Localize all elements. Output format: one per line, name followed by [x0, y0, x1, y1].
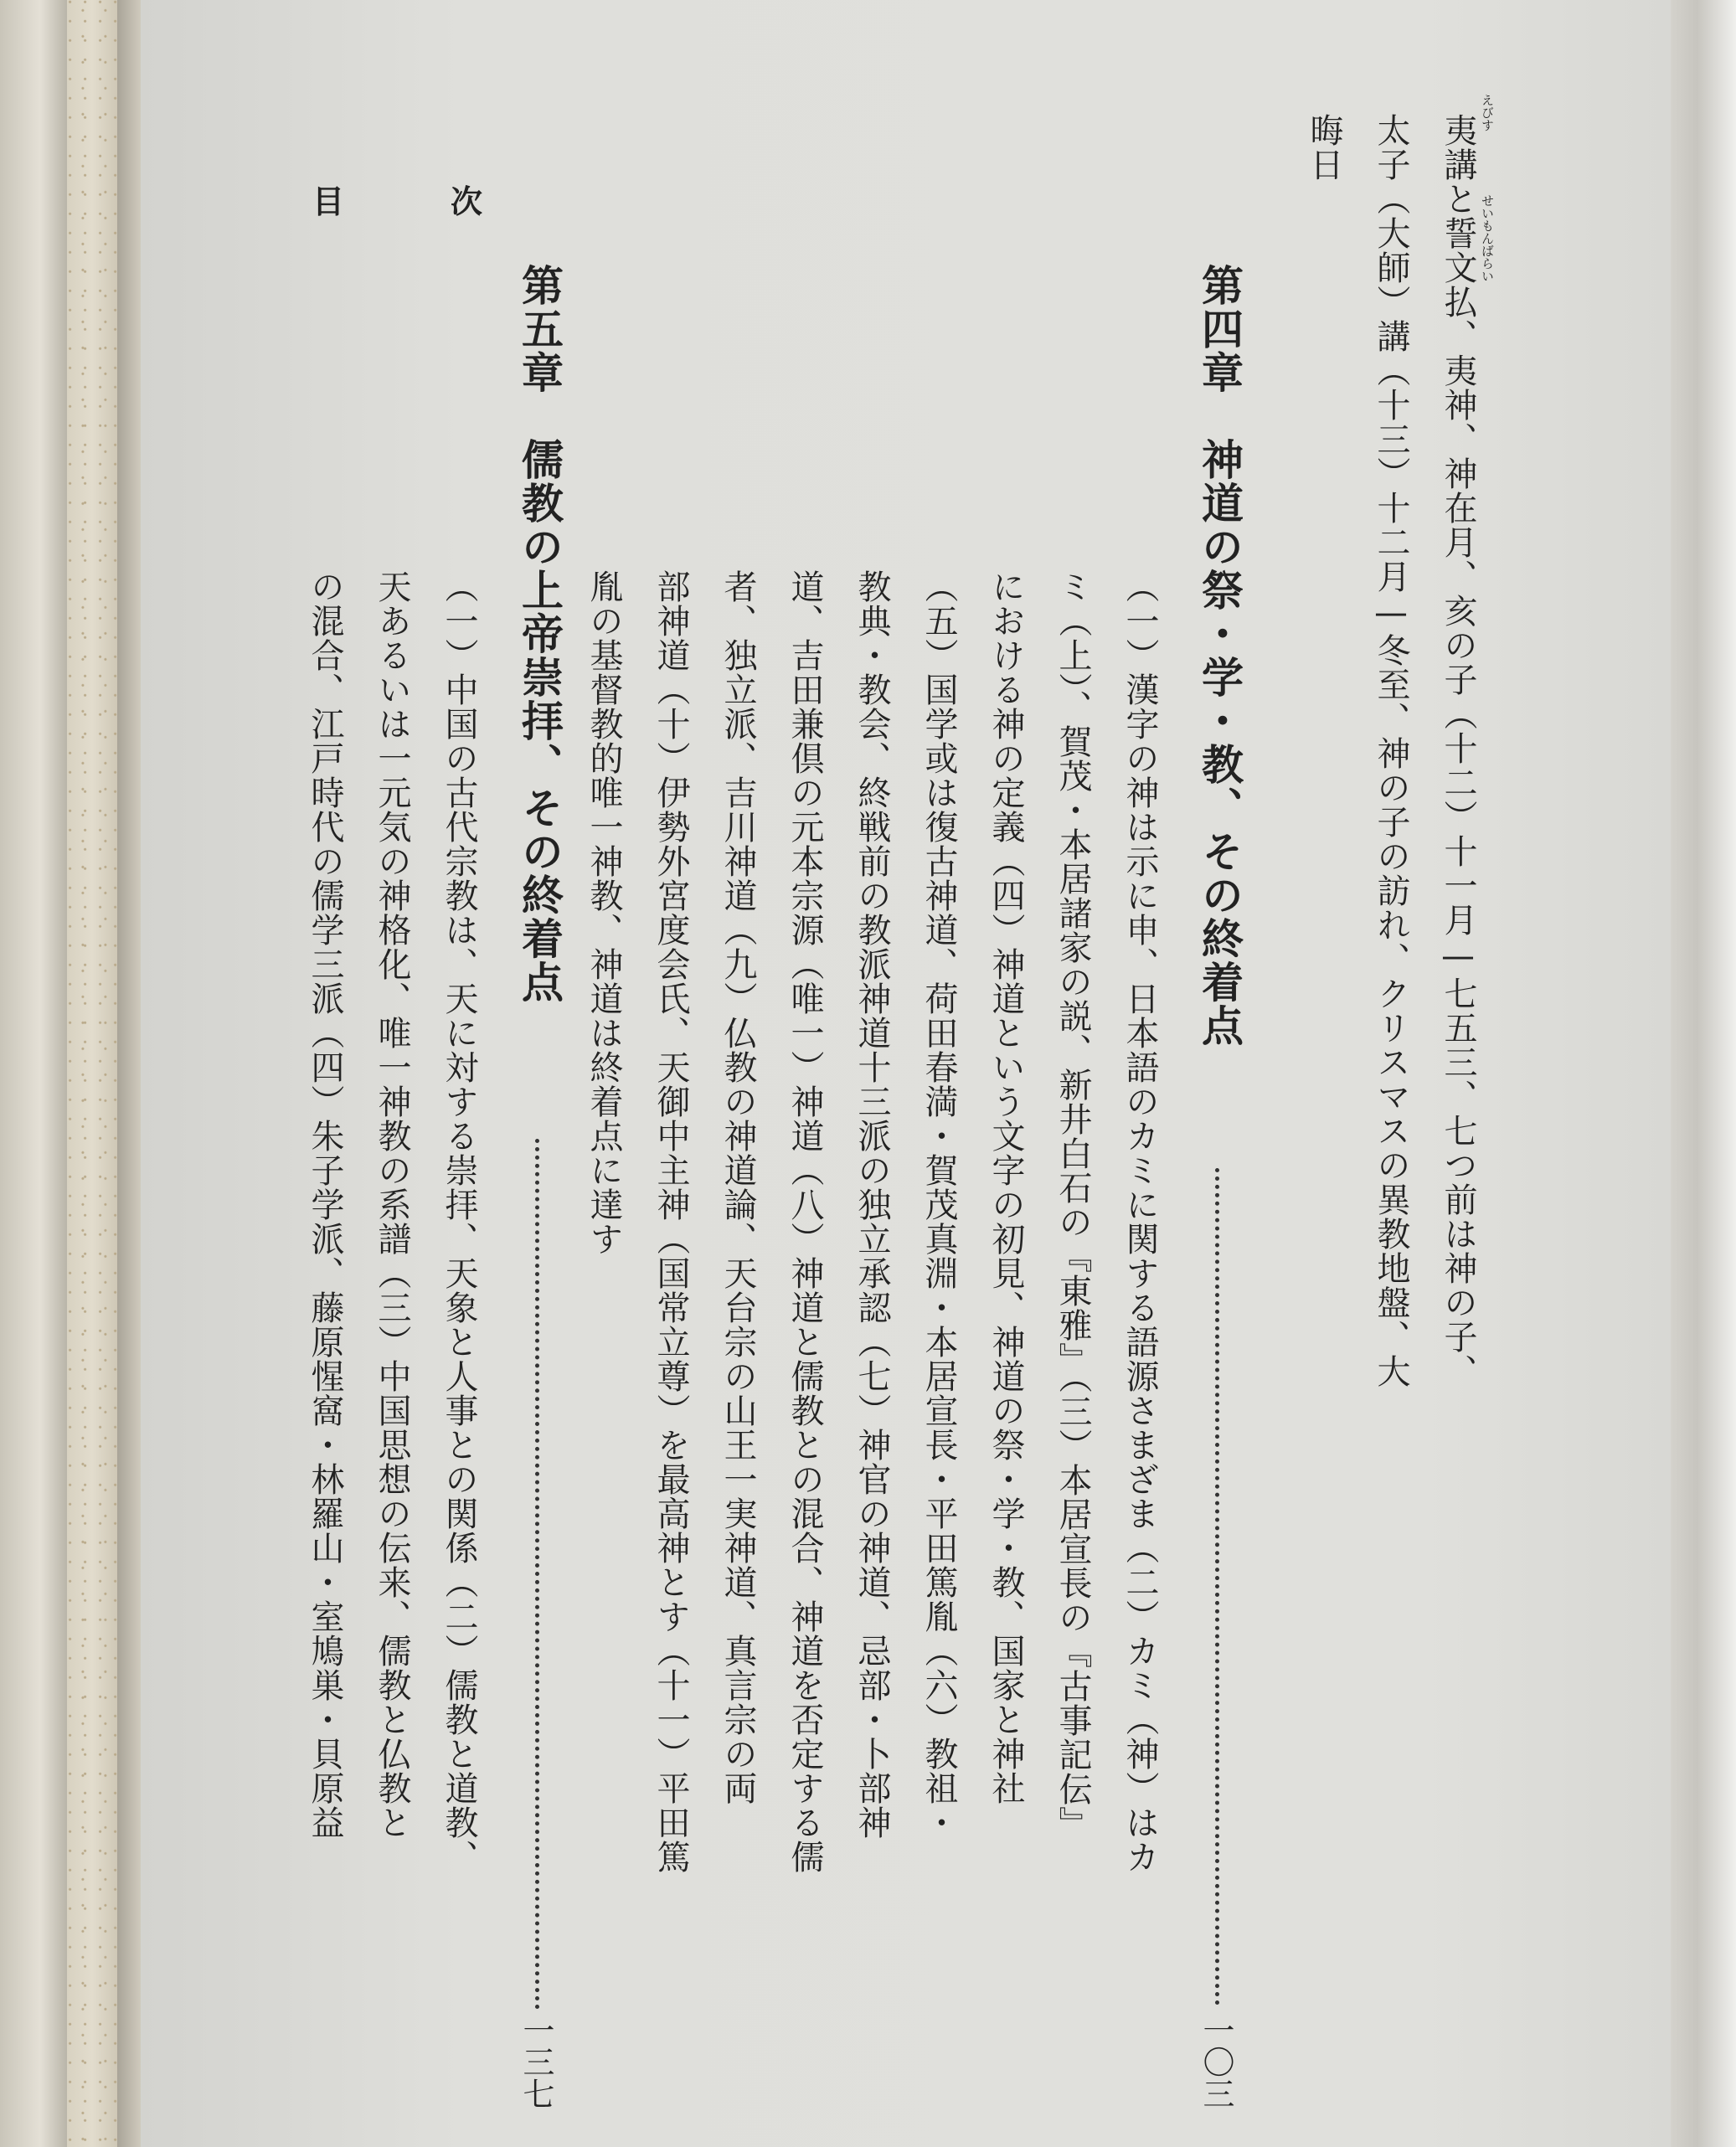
prev-line-3: 晦日: [1305, 113, 1343, 182]
background-strip: [0, 0, 67, 2147]
chapter4-leader-dots: [1215, 1168, 1219, 2005]
book-gutter: [117, 0, 141, 2147]
ch4-line-7: 者、独立派、吉川神道（九）仏教の神道論、天台宗の山王一実神道、真言宗の両: [719, 569, 757, 1805]
page-right-edge: [1671, 0, 1736, 2147]
header-moku: 目: [312, 183, 345, 220]
chapter5-title: 第五章 儒教の上帝崇拝、その終着点: [515, 264, 564, 1004]
ruby-seimonbarai: せいもんばらい: [1480, 194, 1495, 282]
ch4-line-1: （一）漢字の神は示に申、日本語のカミに関する語源さまざま（二）カミ（神）はカ: [1120, 569, 1159, 1874]
ch4-line-9: 胤の基督教的唯一神教、神道は終着点に達す: [585, 569, 623, 1256]
ch4-line-3: における神の定義（四）神道という文字の初見、神道の祭・学・教、国家と神社: [986, 569, 1025, 1805]
prev-line-2: 太子（大師）講（十三）十二月—冬至、神の子の訪れ、クリスマスの異教地盤、大: [1372, 113, 1410, 1388]
ch4-line-5: 教典・教会、終戦前の教派神道十三派の独立承認（七）神官の神道、忌部・卜部神: [853, 569, 891, 1840]
ruby-ebisu: えびす: [1480, 94, 1495, 131]
header-tsugi: 次: [451, 183, 483, 220]
book-page-edges: [67, 0, 117, 2147]
ch4-line-8: 部神道（十）伊勢外宮度会氏、天御中主神（国常立尊）を最高神とす（十一）平田篤: [652, 569, 690, 1874]
ch4-line-4: （五）国学或は復古神道、荷田春満・賀茂真淵・本居宣長・平田篤胤（六）教祖・: [920, 569, 958, 1840]
ch4-line-6: 道、吉田兼倶の元本宗源（唯一）神道（八）神道と儒教との混合、神道を否定する儒: [786, 569, 824, 1874]
chapter5-page-number: 一三七: [518, 2014, 554, 2109]
chapter4-page-number: 一〇三: [1198, 2014, 1234, 2109]
ch5-line-3: の混合、江戸時代の儒学三派（四）朱子学派、藤原惺窩・林羅山・室鳩巣・貝原益: [306, 569, 344, 1840]
chapter5-leader-dots: [535, 1139, 539, 2010]
book-page: [141, 0, 1736, 2147]
ch5-line-2: 天あるいは一元気の神格化、唯一神教の系譜（三）中国思想の伝来、儒教と仏教と: [373, 569, 411, 1840]
prev-line-1: 夷講と誓文払、夷神、神在月、亥の子（十二）十一月—七五三、七つ前は神の子、: [1439, 113, 1477, 1388]
ch5-line-1: （一）中国の古代宗教は、天に対する崇拝、天象と人事との関係（二）儒教と道教、: [440, 569, 478, 1874]
ch4-line-2: ミ（上）、賀茂・本居諸家の説、新井白石の『東雅』（三）本居宣長の『古事記伝』: [1053, 569, 1092, 1841]
chapter4-title: 第四章 神道の祭・学・教、その終着点: [1195, 264, 1244, 1048]
